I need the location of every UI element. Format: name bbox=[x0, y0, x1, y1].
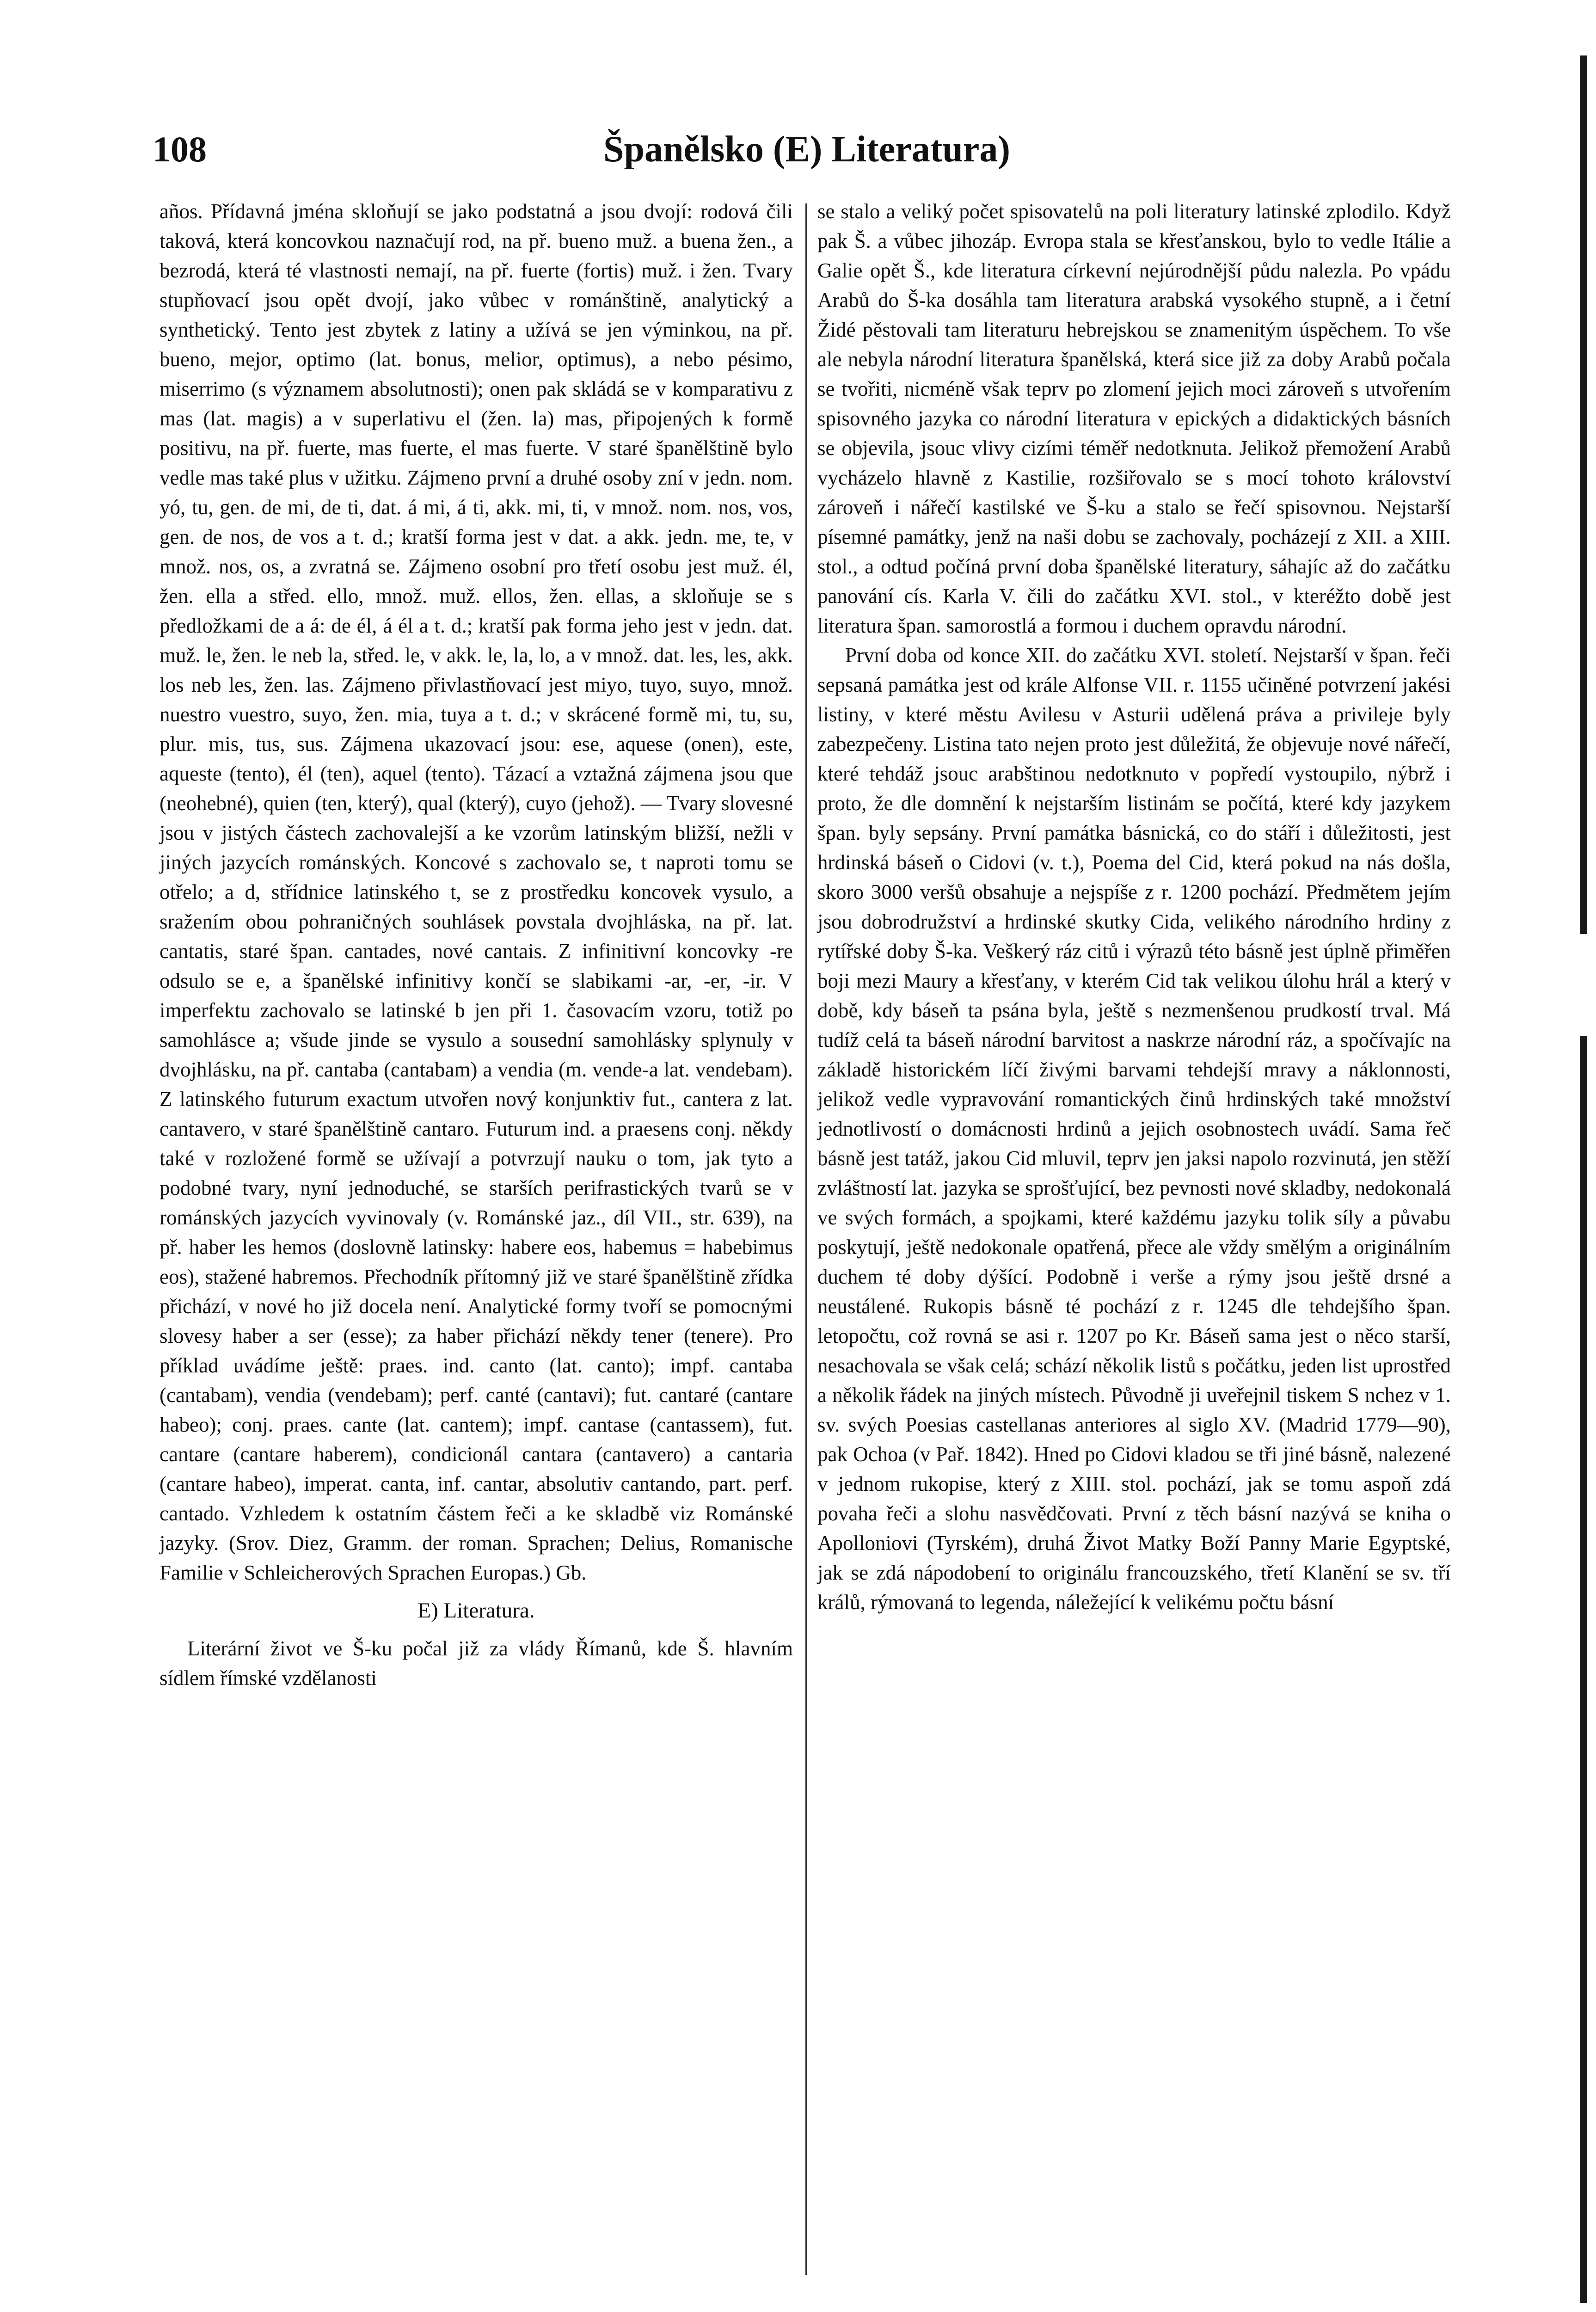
column-divider bbox=[805, 203, 807, 2275]
page-edge-shadow bbox=[1580, 55, 1587, 2303]
section-heading: E) Literatura. bbox=[417, 1599, 535, 1623]
page-edge-gap bbox=[1580, 934, 1587, 1036]
right-column bbox=[817, 197, 1451, 1617]
left-column bbox=[160, 197, 793, 1693]
paragraph: Literární život ve Š-ku počal již za vlády Římanů, kde Š. hlavním sídlem římské vzdělanosti bbox=[160, 1637, 793, 1690]
page-number: 108 bbox=[153, 129, 207, 169]
paragraph: se stalo a veliký počet spisovatelů na poli literatury latinské zplodilo. Když pak Š. a vůbec jihozáp. Evropa stala se křesťanskou, bylo to vedle Itálie a Galie opět Š., kde literatura církevní nejúrodnější půdu nalezla. Po vpádu Arabů do Š-ka dosáhla tam literatura arabská vysokého stupně, a i četní Židé pěstovali tam literaturu hebrejskou se znamenitým úspěchem. To vše ale nebyla národní literatura španělská, která sice již za doby Arabů počala se tvořiti, nicméně však teprv po zlomení jejich moci zároveň s utvořením spisovného jazyka co národní literatura v epických a didaktických básních se objevila, jsouc vlivy cizími téměř nedotknuta. Jelikož přemožení Arabů vycházelo hlavně z Kastilie, rozšiřovalo se s mocí tohoto království zároveň i nářečí kastilské ve Š-ku a stalo se řečí spisovnou. Nejstarší písemné památky, jenž na naši dobu se zachovaly, pocházejí z XII. a XIII. stol., a odtud počíná první doba španělské literatury, sáhajíc až do začátku panování cís. Karla V. čili do začátku XVI. stol., v kteréžto době jest literatura špan. samorostlá a formou i duchem opravdu národní. bbox=[817, 200, 1451, 637]
paragraph: První doba od konce XII. do začátku XVI. století. Nejstarší v špan. řeči sepsaná památka jest od krále Alfonse VII. r. 1155 učiněné potvrzení jakési listiny, v které městu Avilesu v Asturii udělená práva a privileje byly zabezpečeny. Listina tato nejen proto jest důležitá, že objevuje nové nářečí, které tehdáž jsouc arabštinou nedotknuto v popředí vystoupilo, nýbrž i proto, že dle domnění k nejstarším listinám se počítá, které kdy jazykem špan. byly sepsány. První památka básnická, co do stáří i důležitosti, jest hrdinská báseň o Cidovi (v. t.), Poema del Cid, která pokud na nás došla, skoro 3000 veršů obsahuje a nejspíše z r. 1200 pochází. Předmětem jejím jsou dobrodružství a hrdinské skutky Cida, velikého národního hrdiny z rytířské doby Š-ka. Veškerý ráz citů i výrazů této básně jest úplně přiměřen boji mezi Maury a křesťany, v kterém Cid tak velikou úlohu hrál a který v době, kdy báseň ta psána byla, ještě s nezmenšenou prudkostí trval. Má tudíž celá ta báseň národní barvitost a naskrze národní ráz, a spočívajíc na základě historickém líčí živými barvami tehdejší mravy a náklonnosti, jelikož vedle vypravování romantických činů hrdinských také množství jednotlivostí o domácnosti hrdinů a jejich osobnostech uvádí. Sama řeč básně jest tatáž, jakou Cid mluvil, teprv jen jaksi napolo rozvinutá, jen stěží zvláštností lat. jazyka se sprošťující, bez pevnosti nové skladby, nedokonalá ve svých formách, a spojkami, které každému jazyku tolik síly a půvabu poskytují, ještě nedokonale opatřená, přece ale vždy smělým a originálním duchem té doby dýšící. Podobně i verše a rýmy jsou ještě drsné a neustálené. Rukopis básně té pochází z r. 1245 dle tehdejšího špan. letopočtu, což rovná se asi r. 1207 po Kr. Báseň sama jest o něco starší, nesachovala se však celá; schází několik listů s počátku, jeden list uprostřed a několik řádek na jiných místech. Původně ji uveřejnil tiskem S nchez v 1. sv. svých Poesias castellanas anteriores al siglo XV. (Madrid 1779—90), pak Ochoa (v Pař. 1842). Hned po Cidovi kladou se tři jiné básně, nalezené v jednom rukopise, který z XIII. stol. pochází, jak se tomu aspoň zdá povaha řeči a slohu nasvědčovati. První z těch básní nazývá se kniha o Apolloniovi (Tyrském), druhá Život Matky Boží Panny Marie Egyptské, jak se zdá nápodobení to originálu francouzského, třetí Klanění se sv. tří králů, rýmovaná to legenda, náležející k velikému počtu básní bbox=[817, 644, 1451, 1614]
page-header bbox=[153, 129, 1461, 189]
paragraph: años. Přídavná jména skloňují se jako podstatná a jsou dvojí: rodová čili taková, která koncovkou naznačují rod, na př. bueno muž. a buena žen., a bezrodá, která té vlastnosti nemají, na př. fuerte (fortis) muž. i žen. Tvary stupňovací jsou opět dvojí, jako vůbec v románštině, analytický a synthetický. Tento jest zbytek z latiny a užívá se jen výminkou, na př. bueno, mejor, optimo (lat. bonus, melior, optimus), a nebo pésimo, miserrimo (s významem absolutnosti); onen pak skládá se v komparativu z mas (lat. magis) a v superlativu el (žen. la) mas, připojených k formě positivu, na př. fuerte, mas fuerte, el mas fuerte. V staré španělštině bylo vedle mas také plus v užitku. Zájmeno první a druhé osoby zní v jedn. nom. yó, tu, gen. de mi, de ti, dat. á mi, á ti, akk. mi, ti, v množ. nom. nos, vos, gen. de nos, de vos a t. d.; kratší forma jest v dat. a akk. jedn. me, te, v množ. nos, os, a zvratná se. Zájmeno osobní pro třetí osobu jest muž. él, žen. ella a střed. ello, množ. muž. ellos, žen. ellas, a skloňuje se s předložkami de a á: de él, á él a t. d.; kratší pak forma jeho jest v jedn. dat. muž. le, žen. le neb la, střed. le, v akk. le, la, lo, a v množ. dat. les, les, akk. los neb les, žen. las. Zájmeno přivlastňovací jest miyo, tuyo, suyo, množ. nuestro vuestro, suyo, žen. mia, tuya a t. d.; v skrácené formě mi, tu, su, plur. mis, tus, sus. Zájmena ukazovací jsou: ese, aquese (onen), este, aqueste (tento), él (ten), aquel (tento). Tázací a vztažná zájmena jsou que (neohebné), quien (ten, který), qual (který), cuyo (jehož). — Tvary slovesné jsou v jistých částech zachovalejší a ke vzorům latinským bližší, nežli v jiných jazycích románských. Koncové s zachovalo se, t naproti tomu se otřelo; a d, střídnice latinského t, se z prostředku koncovek vysulo, a sražením obou pohraničných souhlásek povstala dvojhláska, na př. lat. cantatis, staré špan. cantades, nové cantais. Z infinitivní koncovky -re odsulo se e, a španělské infinitivy končí se slabikami -ar, -er, -ir. V imperfektu zachovalo se latinské b jen při 1. časovacím vzoru, totiž po samohlásce a; všude jinde se vysulo a sousední samohlásky splynuly v dvojhlásku, na př. cantaba (cantabam) a vendia (m. vende-a lat. vendebam). Z latinského futurum exactum utvořen nový konjunktiv fut., cantera z lat. cantavero, v staré španělštině cantaro. Futurum ind. a praesens conj. někdy také v rozložené formě se užívají a potvrzují nauku o tom, jak tyto a podobné tvary, nyní jednoduché, se starších perifrastických tvarů se v románských jazycích vyvinovaly (v. Románské jaz., díl VII., str. 639), na př. haber les hemos (doslovně latinsky: habere eos, habemus = habebimus eos), stažené habremos. Přechodník přítomný již ve staré španělštině zřídka přichází, v nové ho již docela není. Analytické formy tvoří se pomocnými slovesy haber a ser (esse); za haber přichází někdy tener (tenere). Pro příklad uvádíme ještě: praes. ind. canto (lat. canto); impf. cantaba (cantabam), vendia (vendebam); perf. canté (cantavi); fut. cantaré (cantare habeo); conj. praes. cante (lat. cantem); impf. cantase (cantassem), fut. cantare (cantare haberem), condicionál cantara (cantavero) a cantaria (cantare habeo), imperat. canta, inf. cantar, absolutiv cantando, part. perf. cantado. Vzhledem k ostatním částem řeči a ke skladbě viz Románské jazyky. (Srov. Diez, Gramm. der roman. Sprachen; Delius, Romanische Familie v Schleicherových Sprachen Europas.) Gb. bbox=[160, 200, 793, 1584]
running-title: Španělsko (E) Literatura) bbox=[603, 129, 1010, 170]
